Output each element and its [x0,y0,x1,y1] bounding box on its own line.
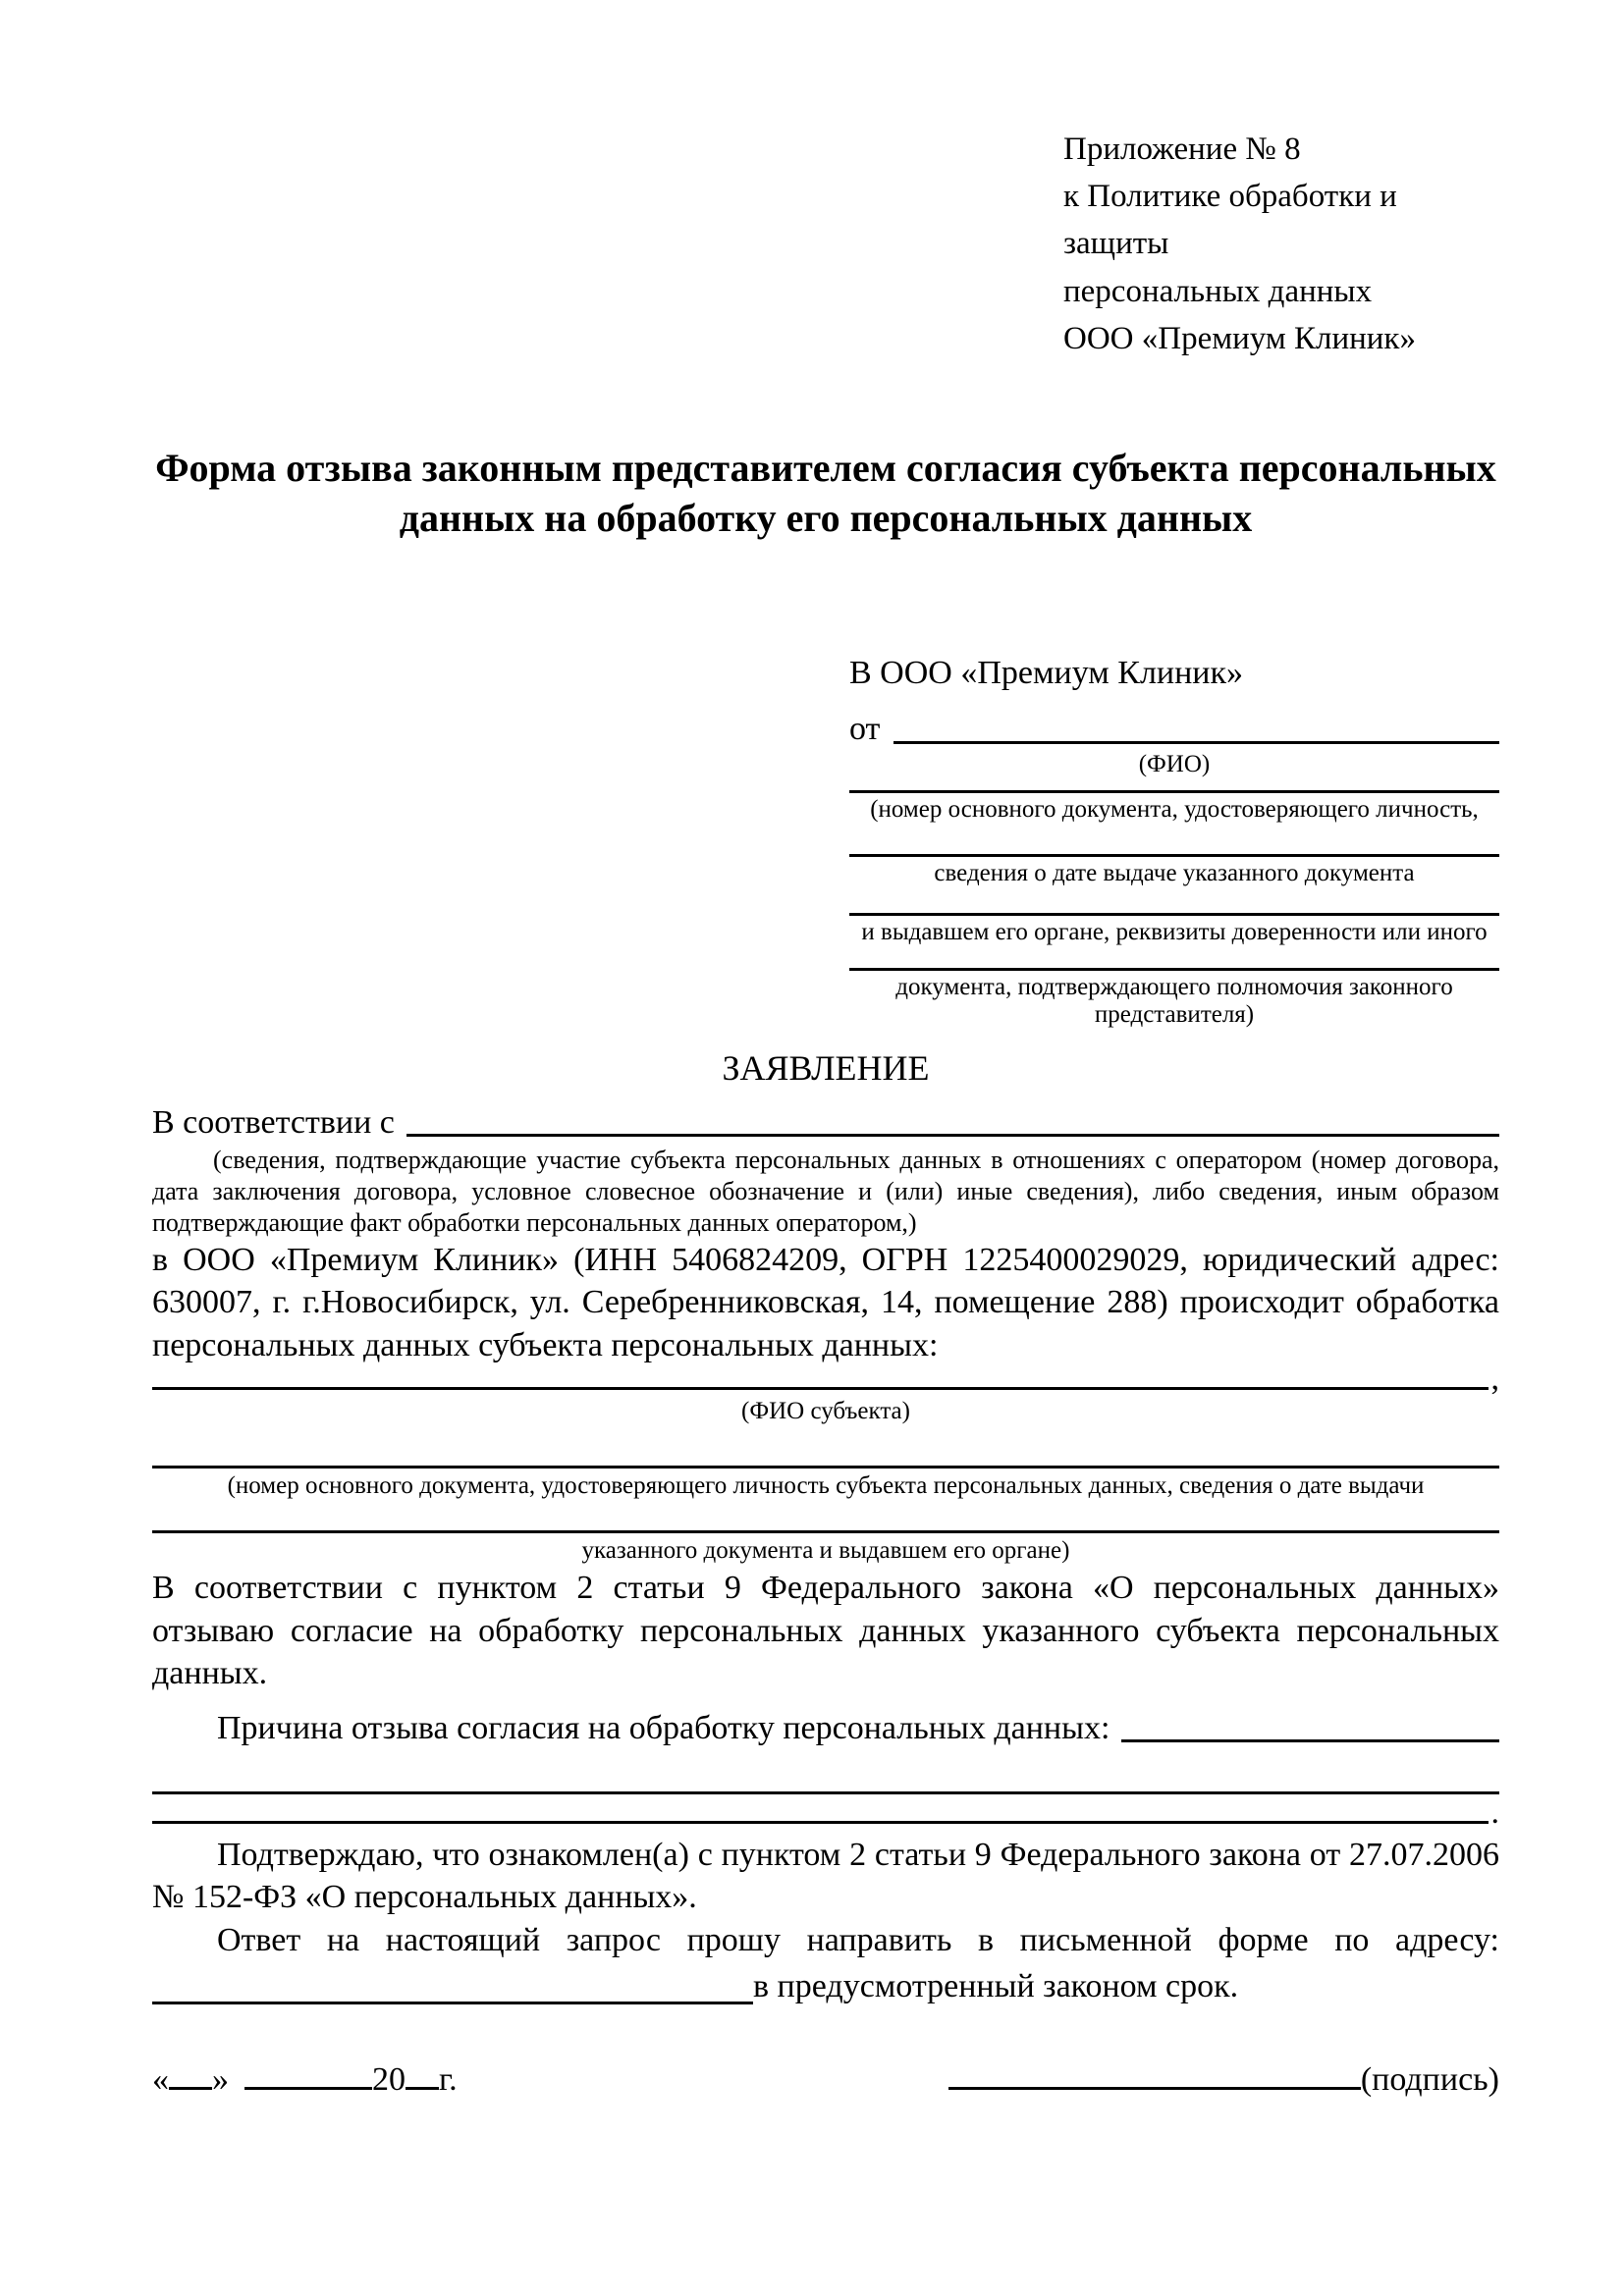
appendix-line-2: к Политике обработки и защиты [1063,179,1397,262]
trailing-comma: , [1490,1361,1499,1398]
signature-field [948,2061,1499,2099]
reply-suffix: в предусмотренный законом срок. [753,1968,1239,2005]
reply-address-blank-line [152,2002,753,2004]
date-year-blank-line [406,2087,439,2090]
date-day-blank-line [169,2087,212,2090]
operator-paragraph: в ООО «Премиум Клиник» (ИНН 5406824209, ОГРН 1225400029029, юридический адрес: 630007, г. г.Новосибирск, ул. Серебренниковская, 14, помещение 288) происходит обработка персональных данных субъекта персональных данных: [152,1241,1499,1363]
subject-document-caption-1: (номер основного документа, удостоверяющего личность субъекта персональных данных, сведения о дате выдачи [227,1471,1425,1499]
reply-address-row [152,1961,1499,2004]
subject-document-blank-line-2 [152,1503,1499,1533]
withdrawal-paragraph: В соответствии с пунктом 2 статьи 9 Федерального закона «О персональных данных» отзываю согласие на обработку персональных данных указанного субъекта персональных данных. [152,1570,1499,1692]
date-month-blank-line [244,2087,372,2090]
basis-blank-line [406,1134,1499,1137]
reason-blank-line-3 [152,1821,1489,1824]
date-close-quote: » [212,2061,229,2099]
reason-blank-line-1 [1121,1739,1499,1742]
addressee-block [849,653,1499,1030]
addressee-organization: В ООО «Премиум Клиник» [849,655,1244,692]
representative-document-caption-2: сведения о дате выдаче указанного документа [934,860,1415,887]
basis-prefix: В соответствии с [152,1104,395,1142]
representative-document-blank-line-4 [849,947,1499,971]
representative-document-caption-4: документа, подтверждающего полномочия законного представителя) [895,973,1453,1029]
trailing-period: . [1490,1794,1499,1832]
signature-blank-line [948,2087,1361,2090]
appendix-line-1: Приложение № 8 [1063,132,1301,167]
statement-heading: ЗАЯВЛЕНИЕ [722,1048,930,1089]
reason-blank-line-2 [152,1748,1499,1794]
basis-row [152,1097,1499,1141]
appendix-header [1063,126,1499,362]
reason-row [152,1703,1499,1746]
representative-document-blank-line-3 [849,888,1499,916]
subject-fio-caption: (ФИО субъекта) [741,1398,910,1425]
basis-caption: (сведения, подтверждающие участие субъекта персональных данных в отношениях с оператором (номер договора, дата заключения договора, условное словесное обозначение и (или) иные сведения), либо сведения, иным образом подтверждающие факт обработки персональных данных оператором,) [152,1146,1499,1237]
date-year-prefix: 20 [372,2061,406,2099]
from-row [849,707,1499,748]
date-year-suffix: г. [439,2061,458,2099]
representative-document-caption-1: (номер основного документа, удостоверяющего личность, [870,796,1479,824]
subject-document-caption-2: указанного документа и выдавшем его органе) [581,1536,1070,1564]
reason-prefix: Причина отзыва согласия на обработку персональных данных: [217,1709,1110,1746]
subject-fio-blank-line [152,1387,1489,1390]
appendix-line-4: ООО «Премиум Клиник» [1063,320,1416,356]
representative-document-blank-line-2 [849,825,1499,857]
date-open-quote: « [152,2061,169,2099]
representative-fio-blank-line [893,741,1499,744]
from-label: от [849,711,881,748]
date-field [152,2061,458,2099]
signature-footer [152,2061,1499,2099]
reason-end-row [152,1794,1499,1832]
document-title: Форма отзыва законным представителем согласия субъекта персональных данных на обработку его персональных данных [155,445,1496,541]
subject-fio-row [152,1361,1499,1398]
signature-caption: (подпись) [1360,2061,1499,2099]
appendix-line-3: персональных данных [1063,273,1373,309]
representative-document-caption-3: и выдавшем его органе, реквизиты доверенности или иного [861,918,1488,945]
confirmation-paragraph: Подтверждаю, что ознакомлен(а) с пунктом 2 статьи 9 Федерального закона от 27.07.2006 № 152-ФЗ «О персональных данных». [152,1836,1499,1916]
reply-request-paragraph: Ответ на настоящий запрос прошу направить в письменной форме по адресу: [217,1921,1499,1958]
fio-caption: (ФИО) [1138,750,1211,777]
representative-document-blank-line-1 [849,778,1499,793]
subject-document-blank-line-1 [152,1432,1499,1468]
